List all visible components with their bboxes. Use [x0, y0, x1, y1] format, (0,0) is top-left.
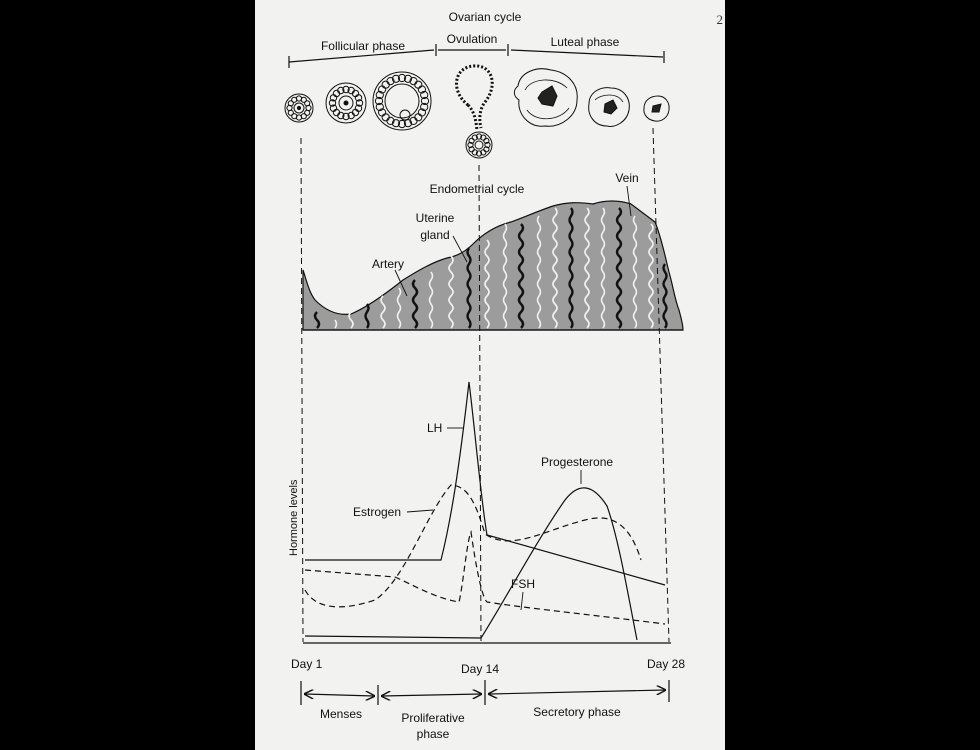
day-1-label: Day 1	[291, 657, 323, 671]
granulosa-cell	[382, 81, 389, 88]
textbook-page	[255, 0, 725, 750]
granulosa-cell	[382, 114, 389, 121]
menstrual-cycle-diagram	[255, 0, 725, 750]
progesterone-label: Progesterone	[541, 455, 614, 469]
estrogen-label: Estrogen	[353, 505, 402, 519]
uterine-gland-label-line1: Uterine	[415, 211, 455, 225]
primary-follicle-drawing	[285, 94, 313, 122]
page-number: 2	[716, 12, 723, 27]
luteal-phase-label: Luteal phase	[550, 35, 620, 49]
uterine-phase-bar	[301, 680, 669, 705]
day-14-label: Day 14	[461, 662, 500, 676]
endometrium-tissue	[303, 201, 683, 330]
granulosa-cell	[415, 81, 422, 88]
corpus-albicans-drawing	[644, 96, 669, 121]
endometrial-cycle-title: Endometrial cycle	[429, 182, 525, 196]
antral-follicle-drawing	[373, 72, 431, 130]
ovulation-label: Ovulation	[446, 32, 498, 46]
corpus-luteum-medium-drawing	[589, 88, 630, 127]
lh-curve	[305, 382, 665, 585]
hormone-levels-axis-label: Hormone levels	[288, 479, 300, 556]
follicular-phase-label: Follicular phase	[320, 39, 406, 53]
estrogen-leader	[407, 510, 433, 512]
fsh-leader	[521, 592, 523, 610]
secretory-phase-label: Secretory phase	[533, 705, 621, 719]
artery-label: Artery	[371, 257, 405, 271]
proliferative-label-line1: Proliferative	[401, 711, 465, 725]
fsh-curve	[305, 532, 665, 624]
granulosa-cell	[415, 114, 422, 121]
vein-label: Vein	[615, 171, 639, 185]
fsh-label: FSH	[511, 577, 535, 591]
menses-label: Menses	[319, 707, 363, 721]
ovulating-follicle-drawing	[457, 66, 493, 158]
proliferative-label-line2: phase	[416, 727, 450, 741]
lh-label: LH	[427, 421, 443, 435]
secondary-follicle-drawing	[326, 83, 366, 123]
endometrium-drawing	[303, 186, 683, 330]
day-28-label: Day 28	[647, 657, 686, 671]
ovarian-cycle-title: Ovarian cycle	[448, 10, 522, 24]
granulosa-cell	[305, 101, 310, 106]
follicle-drawings	[285, 66, 669, 158]
corpus-luteum-large-drawing	[514, 69, 577, 126]
uterine-gland-label-line2: gland	[420, 228, 450, 242]
